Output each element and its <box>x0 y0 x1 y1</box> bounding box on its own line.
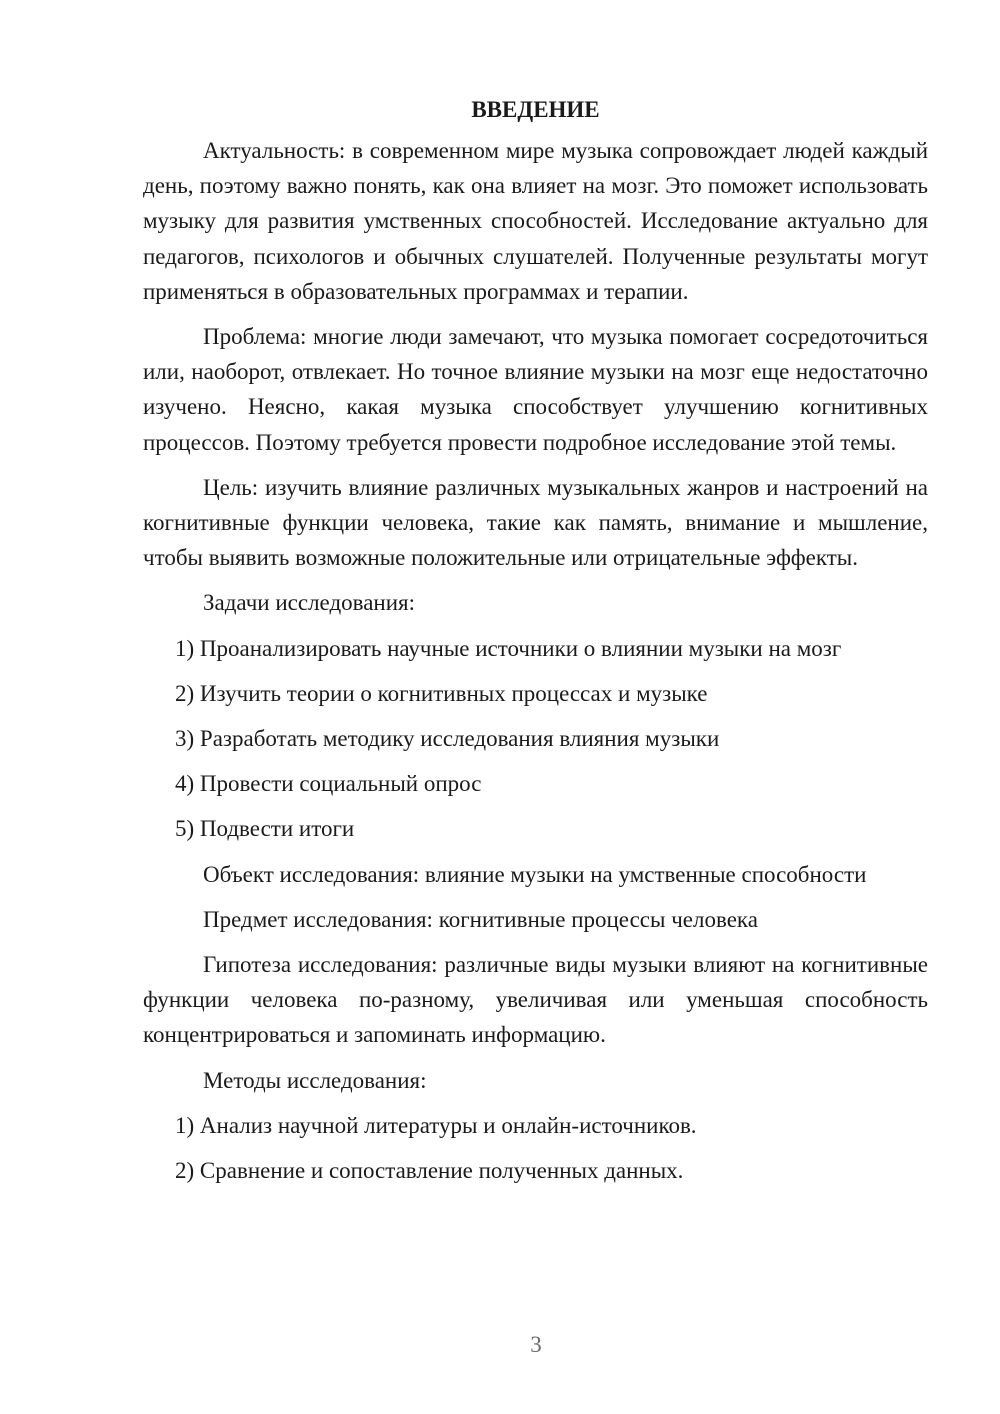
list-item: 1) Анализ научной литературы и онлайн-источников. <box>175 1112 697 1138</box>
paragraph-hypothesis: Гипотеза исследования: различные виды музыки влияют на когнитивные функции человека по-разному, увеличивая или уменьшая способность концентрироваться и запоминать информацию. <box>143 952 928 1048</box>
page-content <box>143 92 928 1198</box>
paragraph-object: Объект исследования: влияние музыки на умственные способности <box>203 861 867 887</box>
list-item: 1) Проанализировать научные источники о влиянии музыки на мозг <box>175 635 842 661</box>
paragraph-relevance: Актуальность: в современном мире музыка сопровождает людей каждый день, поэтому важно понять, как она влияет на мозг. Это поможет использовать музыку для развития умственных способностей. Исследование актуально для педагогов, психологов и обычных слушателей. Полученные результаты могут применяться в образовательных программах и терапии. <box>143 138 928 304</box>
paragraph-goal: Цель: изучить влияние различных музыкальных жанров и настроений на когнитивные функции человека, такие как память, внимание и мышление, чтобы выявить возможные положительные или отрицательные эффекты. <box>143 474 928 571</box>
list-item: 4) Провести социальный опрос <box>175 771 482 797</box>
page-number: 3 <box>530 1332 542 1357</box>
section-heading: ВВЕДЕНИЕ <box>471 97 600 122</box>
tasks-title: Задачи исследования: <box>203 590 416 616</box>
list-item: 5) Подвести итоги <box>175 816 355 842</box>
methods-title: Методы исследования: <box>203 1067 427 1093</box>
list-item: 2) Изучить теории о когнитивных процессах и музыке <box>175 680 708 706</box>
tasks-list <box>143 631 928 847</box>
list-item: 3) Разработать методику исследования влияния музыки <box>175 726 720 752</box>
methods-list <box>143 1108 928 1188</box>
paragraph-subject: Предмет исследования: когнитивные процессы человека <box>203 906 758 932</box>
list-item: 2) Сравнение и сопоставление полученных данных. <box>175 1158 684 1184</box>
paragraph-problem: Проблема: многие люди замечают, что музыка помогает сосредоточиться или, наоборот, отвлекает. Но точное влияние музыки на мозг еще недостаточно изучено. Неясно, какая музыка способствует улучшению когнитивных процессов. Поэтому требуется провести подробное исследование этой темы. <box>143 324 928 455</box>
